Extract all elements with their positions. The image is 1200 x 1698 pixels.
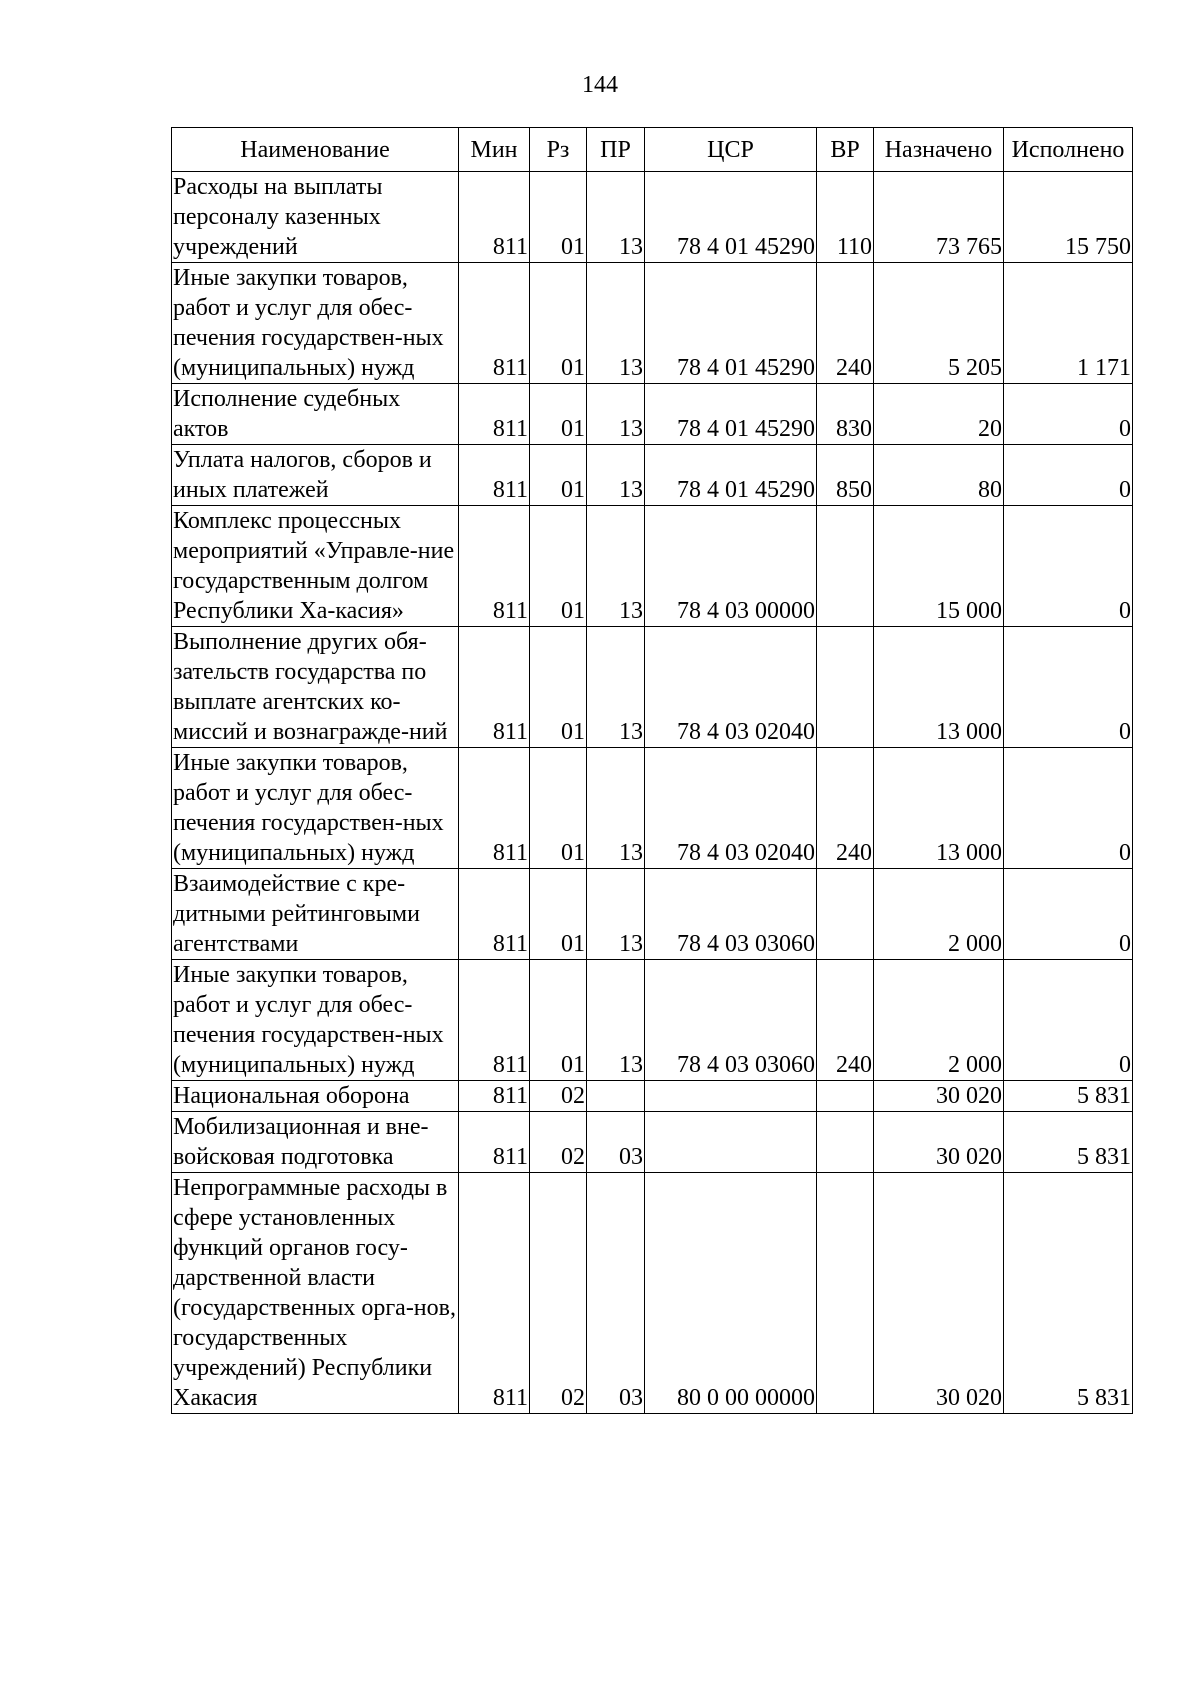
table-body bbox=[172, 172, 1133, 1414]
cell-vr: 240 bbox=[817, 748, 874, 869]
header-rz: Рз bbox=[530, 128, 587, 172]
cell-pr: 13 bbox=[587, 627, 645, 748]
cell-name: Исполнение судебных актов bbox=[172, 384, 459, 445]
cell-pr: 13 bbox=[587, 506, 645, 627]
cell-rz: 02 bbox=[530, 1081, 587, 1112]
cell-rz: 01 bbox=[530, 627, 587, 748]
cell-assigned: 2 000 bbox=[874, 960, 1004, 1081]
cell-pr: 13 bbox=[587, 748, 645, 869]
cell-vr: 240 bbox=[817, 960, 874, 1081]
table-row bbox=[172, 384, 1133, 445]
cell-min: 811 bbox=[459, 172, 530, 263]
cell-executed: 0 bbox=[1004, 748, 1133, 869]
cell-executed: 5 831 bbox=[1004, 1112, 1133, 1173]
cell-rz: 01 bbox=[530, 263, 587, 384]
cell-pr: 13 bbox=[587, 445, 645, 506]
cell-vr bbox=[817, 506, 874, 627]
cell-rz: 01 bbox=[530, 960, 587, 1081]
cell-vr: 850 bbox=[817, 445, 874, 506]
cell-csr: 78 4 03 00000 bbox=[645, 506, 817, 627]
cell-assigned: 2 000 bbox=[874, 869, 1004, 960]
cell-min: 811 bbox=[459, 1081, 530, 1112]
cell-assigned: 30 020 bbox=[874, 1081, 1004, 1112]
header-min: Мин bbox=[459, 128, 530, 172]
cell-name: Национальная оборона bbox=[172, 1081, 459, 1112]
header-name: Наименование bbox=[172, 128, 459, 172]
cell-vr bbox=[817, 1112, 874, 1173]
table-row bbox=[172, 1173, 1133, 1414]
table-row bbox=[172, 1081, 1133, 1112]
cell-min: 811 bbox=[459, 263, 530, 384]
cell-pr: 13 bbox=[587, 172, 645, 263]
cell-min: 811 bbox=[459, 1173, 530, 1414]
cell-name: Расходы на выплаты персоналу казенных учреждений bbox=[172, 172, 459, 263]
table-row bbox=[172, 172, 1133, 263]
header-pr: ПР bbox=[587, 128, 645, 172]
table-row bbox=[172, 960, 1133, 1081]
cell-name: Уплата налогов, сборов и иных платежей bbox=[172, 445, 459, 506]
cell-assigned: 5 205 bbox=[874, 263, 1004, 384]
cell-rz: 02 bbox=[530, 1173, 587, 1414]
cell-name: Взаимодействие с кре-дитными рейтинговыми агентствами bbox=[172, 869, 459, 960]
cell-csr: 78 4 01 45290 bbox=[645, 384, 817, 445]
cell-assigned: 80 bbox=[874, 445, 1004, 506]
cell-csr: 78 4 03 02040 bbox=[645, 748, 817, 869]
cell-csr: 78 4 01 45290 bbox=[645, 263, 817, 384]
table-row bbox=[172, 869, 1133, 960]
cell-rz: 01 bbox=[530, 445, 587, 506]
cell-executed: 5 831 bbox=[1004, 1081, 1133, 1112]
cell-pr: 13 bbox=[587, 960, 645, 1081]
cell-min: 811 bbox=[459, 627, 530, 748]
cell-pr: 13 bbox=[587, 869, 645, 960]
table-row bbox=[172, 445, 1133, 506]
cell-rz: 01 bbox=[530, 506, 587, 627]
cell-csr: 78 4 01 45290 bbox=[645, 445, 817, 506]
cell-vr bbox=[817, 869, 874, 960]
cell-min: 811 bbox=[459, 384, 530, 445]
cell-assigned: 13 000 bbox=[874, 627, 1004, 748]
cell-name: Выполнение других обя-зательств государства по выплате агентских ко-миссий и вознагражде-ний bbox=[172, 627, 459, 748]
header-assigned: Назначено bbox=[874, 128, 1004, 172]
cell-min: 811 bbox=[459, 748, 530, 869]
cell-vr bbox=[817, 1173, 874, 1414]
table-row bbox=[172, 1112, 1133, 1173]
table-row bbox=[172, 627, 1133, 748]
cell-assigned: 30 020 bbox=[874, 1173, 1004, 1414]
cell-name: Иные закупки товаров, работ и услуг для обес-печения государствен-ных (муниципальных) нужд bbox=[172, 960, 459, 1081]
cell-vr: 240 bbox=[817, 263, 874, 384]
cell-pr: 13 bbox=[587, 263, 645, 384]
cell-rz: 02 bbox=[530, 1112, 587, 1173]
table-row bbox=[172, 748, 1133, 869]
page-number: 144 bbox=[582, 72, 618, 98]
budget-table bbox=[171, 127, 1133, 1414]
cell-rz: 01 bbox=[530, 869, 587, 960]
cell-csr bbox=[645, 1112, 817, 1173]
cell-vr bbox=[817, 627, 874, 748]
cell-rz: 01 bbox=[530, 172, 587, 263]
cell-executed: 15 750 bbox=[1004, 172, 1133, 263]
cell-executed: 0 bbox=[1004, 445, 1133, 506]
header-row bbox=[172, 128, 1133, 172]
cell-assigned: 30 020 bbox=[874, 1112, 1004, 1173]
cell-vr bbox=[817, 1081, 874, 1112]
cell-csr: 78 4 03 02040 bbox=[645, 627, 817, 748]
cell-executed: 0 bbox=[1004, 384, 1133, 445]
cell-name: Комплекс процессных мероприятий «Управле-ние государственным долгом Республики Ха-касия» bbox=[172, 506, 459, 627]
cell-csr: 78 4 01 45290 bbox=[645, 172, 817, 263]
cell-min: 811 bbox=[459, 869, 530, 960]
cell-csr bbox=[645, 1081, 817, 1112]
cell-executed: 5 831 bbox=[1004, 1173, 1133, 1414]
cell-executed: 0 bbox=[1004, 960, 1133, 1081]
header-csr: ЦСР bbox=[645, 128, 817, 172]
cell-executed: 1 171 bbox=[1004, 263, 1133, 384]
table-row bbox=[172, 506, 1133, 627]
cell-name: Иные закупки товаров, работ и услуг для обес-печения государствен-ных (муниципальных) нужд bbox=[172, 748, 459, 869]
header-vr: ВР bbox=[817, 128, 874, 172]
cell-min: 811 bbox=[459, 445, 530, 506]
cell-name: Иные закупки товаров, работ и услуг для обес-печения государствен-ных (муниципальных) нужд bbox=[172, 263, 459, 384]
cell-executed: 0 bbox=[1004, 627, 1133, 748]
cell-vr: 110 bbox=[817, 172, 874, 263]
cell-executed: 0 bbox=[1004, 506, 1133, 627]
cell-assigned: 15 000 bbox=[874, 506, 1004, 627]
cell-pr: 03 bbox=[587, 1112, 645, 1173]
cell-assigned: 73 765 bbox=[874, 172, 1004, 263]
cell-executed: 0 bbox=[1004, 869, 1133, 960]
cell-name: Непрограммные расходы в сфере установленных функций органов госу-дарственной власти (государственных орга-нов, государственных учреждений) Республики Хакасия bbox=[172, 1173, 459, 1414]
cell-rz: 01 bbox=[530, 748, 587, 869]
cell-csr: 80 0 00 00000 bbox=[645, 1173, 817, 1414]
cell-min: 811 bbox=[459, 960, 530, 1081]
cell-min: 811 bbox=[459, 1112, 530, 1173]
cell-pr bbox=[587, 1081, 645, 1112]
cell-pr: 13 bbox=[587, 384, 645, 445]
cell-name: Мобилизационная и вне-войсковая подготовка bbox=[172, 1112, 459, 1173]
cell-vr: 830 bbox=[817, 384, 874, 445]
cell-assigned: 20 bbox=[874, 384, 1004, 445]
cell-rz: 01 bbox=[530, 384, 587, 445]
cell-min: 811 bbox=[459, 506, 530, 627]
cell-csr: 78 4 03 03060 bbox=[645, 869, 817, 960]
table-row bbox=[172, 263, 1133, 384]
cell-csr: 78 4 03 03060 bbox=[645, 960, 817, 1081]
header-executed: Исполнено bbox=[1004, 128, 1133, 172]
cell-assigned: 13 000 bbox=[874, 748, 1004, 869]
cell-pr: 03 bbox=[587, 1173, 645, 1414]
